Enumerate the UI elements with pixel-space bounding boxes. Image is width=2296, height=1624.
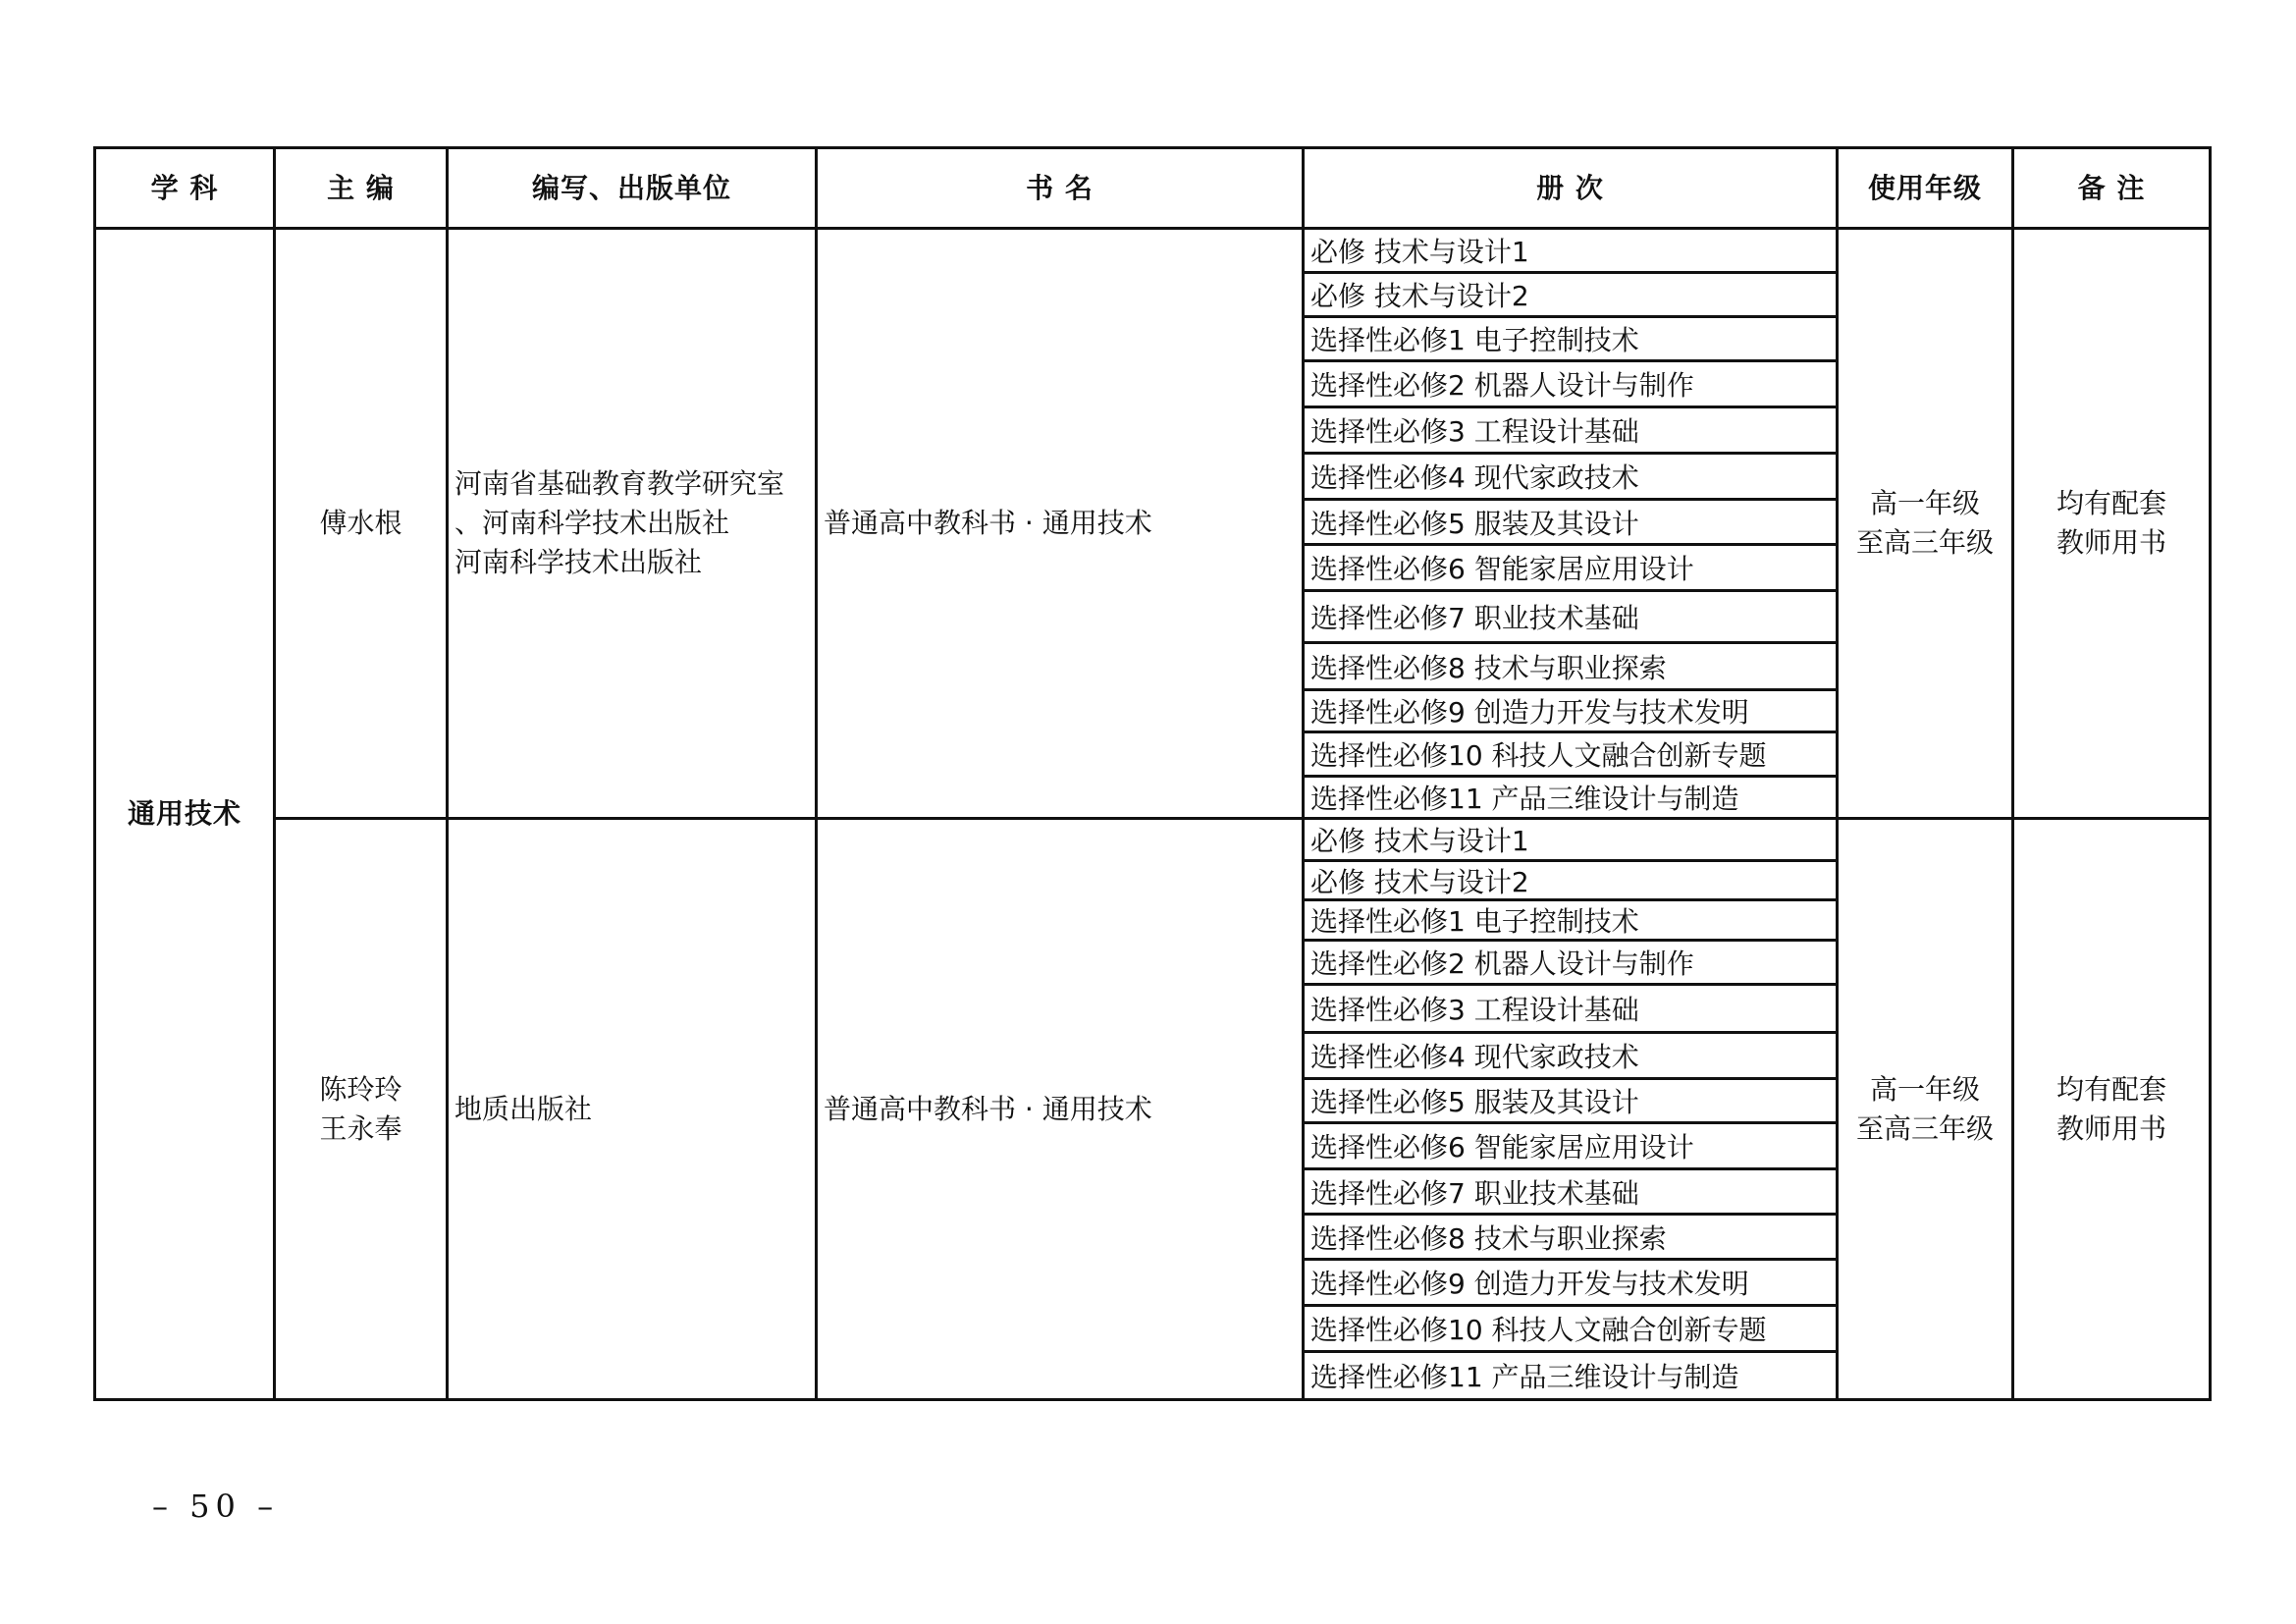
publisher-line: 河南科学技术出版社 xyxy=(454,546,703,578)
volume-row: 选择性必修3 工程设计基础 xyxy=(1310,415,1639,448)
header-volumes: 册 次 xyxy=(1536,171,1604,204)
volume-row: 选择性必修2 机器人设计与制作 xyxy=(1310,369,1694,402)
volume-row: 选择性必修4 现代家政技术 xyxy=(1310,1041,1639,1073)
remark-line: 教师用书 xyxy=(2056,1111,2166,1145)
volume-row: 选择性必修7 职业技术基础 xyxy=(1310,1176,1639,1210)
header-remarks: 备 注 xyxy=(2077,171,2146,204)
header-subject: 学 科 xyxy=(150,171,219,204)
grade-line: 至高三年级 xyxy=(1855,526,1994,559)
grade-line: 高一年级 xyxy=(1869,1072,1980,1106)
header-grade: 使用年级 xyxy=(1867,171,1982,204)
volume-row: 选择性必修8 技术与职业探索 xyxy=(1310,1221,1667,1255)
volume-row: 选择性必修6 智能家居应用设计 xyxy=(1310,1131,1694,1164)
publisher-line: 河南省基础教育教学研究室 xyxy=(454,467,785,500)
header-editor: 主 编 xyxy=(327,171,395,204)
volume-row: 选择性必修5 服装及其设计 xyxy=(1310,507,1639,540)
volume-row: 必修 技术与设计1 xyxy=(1310,236,1529,268)
group2-remarks xyxy=(2014,820,2209,1398)
subject-cell: 通用技术 xyxy=(127,797,241,830)
volume-row: 选择性必修10 科技人文融合创新专题 xyxy=(1310,1314,1767,1346)
page-number: – 50 – xyxy=(152,1488,280,1525)
volume-row: 选择性必修10 科技人文融合创新专题 xyxy=(1310,739,1767,772)
group1-grade xyxy=(1839,230,2011,817)
volume-row: 必修 技术与设计1 xyxy=(1310,825,1529,857)
grade-line: 至高三年级 xyxy=(1855,1111,1994,1145)
group1-publisher xyxy=(449,230,815,817)
volume-row: 选择性必修8 技术与职业探索 xyxy=(1310,651,1667,684)
volume-row: 选择性必修9 创造力开发与技术发明 xyxy=(1310,1268,1749,1300)
group2-publisher: 地质出版社 xyxy=(454,1092,593,1125)
grade-line: 高一年级 xyxy=(1869,487,1980,519)
volume-row: 必修 技术与设计2 xyxy=(1310,280,1529,312)
volume-row: 选择性必修1 电子控制技术 xyxy=(1310,324,1639,356)
header-publisher: 编写、出版单位 xyxy=(531,171,731,204)
publisher-line: 、河南科学技术出版社 xyxy=(454,507,730,539)
editor-name: 王永奉 xyxy=(319,1111,402,1145)
volume-row: 选择性必修1 电子控制技术 xyxy=(1310,905,1639,938)
volume-row: 选择性必修11 产品三维设计与制造 xyxy=(1310,1361,1739,1393)
remark-line: 教师用书 xyxy=(2056,526,2166,559)
group1-editors xyxy=(276,230,446,817)
remark-line: 均有配套 xyxy=(2056,1072,2166,1106)
group2-editors xyxy=(276,820,446,1398)
editor-name: 陈玲玲 xyxy=(319,1072,402,1106)
group2-book-title: 普通高中教科书 · 通用技术 xyxy=(824,1092,1152,1125)
header-book-title: 书 名 xyxy=(1026,171,1094,204)
textbook-table xyxy=(93,146,2212,1401)
group1-remarks xyxy=(2014,230,2209,817)
group1-book-title: 普通高中教科书 · 通用技术 xyxy=(824,507,1152,539)
group2-grade xyxy=(1839,820,2011,1398)
volume-row: 选择性必修5 服装及其设计 xyxy=(1310,1086,1639,1118)
volume-row: 选择性必修3 工程设计基础 xyxy=(1310,994,1639,1026)
volume-row: 必修 技术与设计2 xyxy=(1310,865,1529,898)
volume-row: 选择性必修6 智能家居应用设计 xyxy=(1310,553,1694,585)
volume-row: 选择性必修4 现代家政技术 xyxy=(1310,461,1639,494)
volume-row: 选择性必修7 职业技术基础 xyxy=(1310,602,1639,634)
editor-name: 傅水根 xyxy=(319,507,402,539)
volume-row: 选择性必修11 产品三维设计与制造 xyxy=(1310,783,1739,815)
volume-row: 选择性必修9 创造力开发与技术发明 xyxy=(1310,696,1749,729)
remark-line: 均有配套 xyxy=(2056,487,2166,519)
volume-row: 选择性必修2 机器人设计与制作 xyxy=(1310,947,1694,980)
